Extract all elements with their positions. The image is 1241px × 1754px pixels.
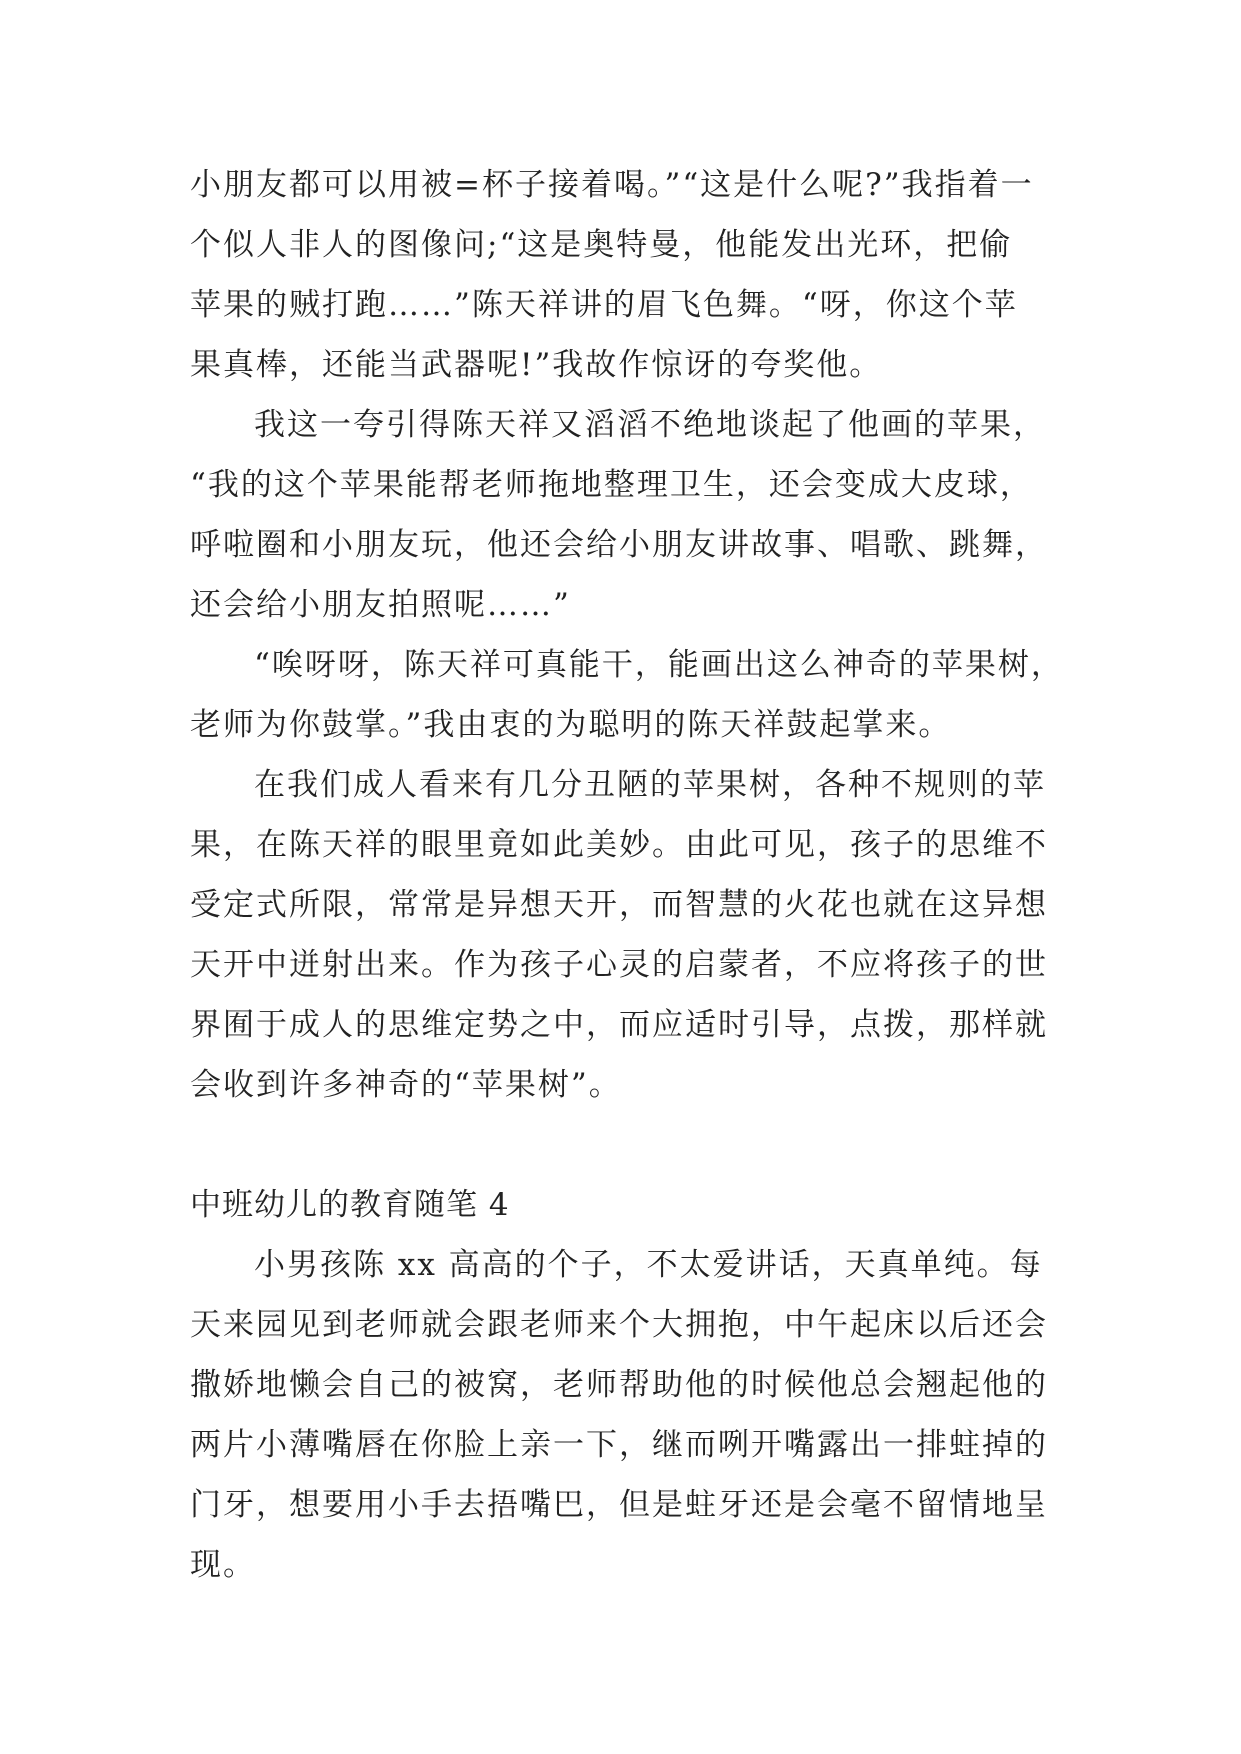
text-line: 会收到许多神奇的“苹果树”。 <box>190 1067 622 1103</box>
section-heading: 中班幼儿的教育随笔 4 <box>190 1187 510 1223</box>
text-line: 果真棒，还能当武器呢!”我故作惊讶的夸奖他。 <box>190 347 883 383</box>
text-line: 呼啦圈和小朋友玩，他还会给小朋友讲故事、唱歌、跳舞， <box>190 527 1048 563</box>
text-line: 天来园见到老师就会跟老师来个大拥抱，中午起床以后还会 <box>190 1307 1048 1343</box>
paragraph-start-line: 我这一夸引得陈天祥又滔滔不绝地谈起了他画的苹果， <box>254 407 1046 443</box>
text-line: 撒娇地懒会自己的被窝，老师帮助他的时候他总会翘起他的 <box>190 1367 1048 1403</box>
text-line: 现。 <box>190 1547 256 1583</box>
text-line: “我的这个苹果能帮老师拖地整理卫生，还会变成大皮球， <box>190 467 1033 503</box>
text-line: 两片小薄嘴唇在你脸上亲一下，继而咧开嘴露出一排蛀掉的 <box>190 1427 1048 1463</box>
text-line: 果，在陈天祥的眼里竟如此美妙。由此可见，孩子的思维不 <box>190 827 1048 863</box>
paragraph-start-line: 小男孩陈 xx 高高的个子，不太爱讲话，天真单纯。每 <box>254 1247 1043 1283</box>
text-line: 受定式所限，常常是异想天开，而智慧的火花也就在这异想 <box>190 887 1048 923</box>
text-line: 还会给小朋友拍照呢……” <box>190 587 571 623</box>
paragraph-start-line: “唉呀呀，陈天祥可真能干，能画出这么神奇的苹果树， <box>254 647 1064 683</box>
text-line: 门牙，想要用小手去捂嘴巴，但是蛀牙还是会毫不留情地呈 <box>190 1487 1048 1523</box>
text-line: 个似人非人的图像问;“这是奥特曼，他能发出光环，把偷 <box>190 227 1013 263</box>
section-spacer <box>190 1115 1060 1175</box>
text-line: 界囿于成人的思维定势之中，而应适时引导，点拨，那样就 <box>190 1007 1048 1043</box>
document-body <box>190 155 1064 1595</box>
text-line: 天开中迸射出来。作为孩子心灵的启蒙者，不应将孩子的世 <box>190 947 1048 983</box>
text-line: 苹果的贼打跑……”陈天祥讲的眉飞色舞。“呀，你这个苹 <box>190 287 1018 323</box>
paragraph-start-line: 在我们成人看来有几分丑陋的苹果树，各种不规则的苹 <box>254 767 1046 803</box>
text-line: 小朋友都可以用被=杯子接着喝。”“这是什么呢?”我指着一 <box>190 167 1034 203</box>
text-line: 老师为你鼓掌。”我由衷的为聪明的陈天祥鼓起掌来。 <box>190 707 952 743</box>
